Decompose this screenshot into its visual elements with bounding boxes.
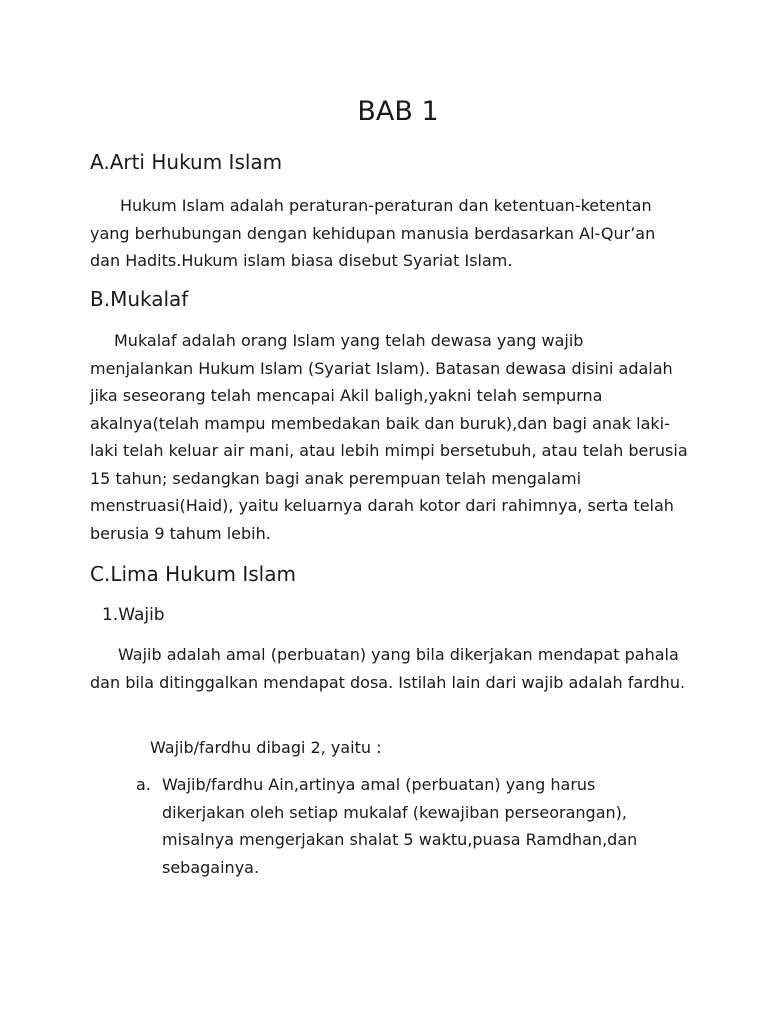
paragraph-wajib: Wajib adalah amal (perbuatan) yang bila dikerjakan mendapat pahala dan bila ditinggalkan mendapat dosa. Istilah lain dari wajib adalah fardhu. [90, 645, 686, 692]
subheading-wajib: 1.Wajib [102, 605, 165, 625]
paragraph-arti-hukum-islam: Hukum Islam adalah peraturan-peraturan dan ketentuan-ketentan yang berhubungan dengan kehidupan manusia berdasarkan Al-Qur’an dan Hadits.Hukum islam biasa disebut Syariat Islam. [90, 196, 656, 270]
list-intro: Wajib/fardhu dibagi 2, yaitu : [150, 738, 382, 757]
section-heading-lima-hukum-islam: C.Lima Hukum Islam [90, 562, 296, 586]
list-item-marker: a. [136, 775, 151, 794]
section-heading-mukalaf: B.Mukalaf [90, 287, 189, 311]
section-heading-arti-hukum-islam: A.Arti Hukum Islam [90, 150, 283, 174]
paragraph-mukalaf: Mukalaf adalah orang Islam yang telah dewasa yang wajib menjalankan Hukum Islam (Syariat Islam). Batasan dewasa disini adalah jika seseorang telah mencapai Akil baligh,yakni telah sempurna akalnya(telah mampu membedakan baik dan buruk),dan bagi anak laki-laki telah keluar air mani, atau lebih mimpi bersetubuh, atau telah berusia 15 tahun; sedangkan bagi anak perempuan telah mengalami menstruasi(Haid), yaitu keluarnya darah kotor dari rahimnya, serta telah berusia 9 tahum lebih. [90, 331, 688, 543]
chapter-title: BAB 1 [357, 96, 439, 127]
list-item-text: Wajib/fardhu Ain,artinya amal (perbuatan) yang harus dikerjakan oleh setiap mukalaf (kewajiban perseorangan), misalnya mengerjakan shalat 5 waktu,puasa Ramdhan,dan sebagainya. [162, 775, 638, 877]
